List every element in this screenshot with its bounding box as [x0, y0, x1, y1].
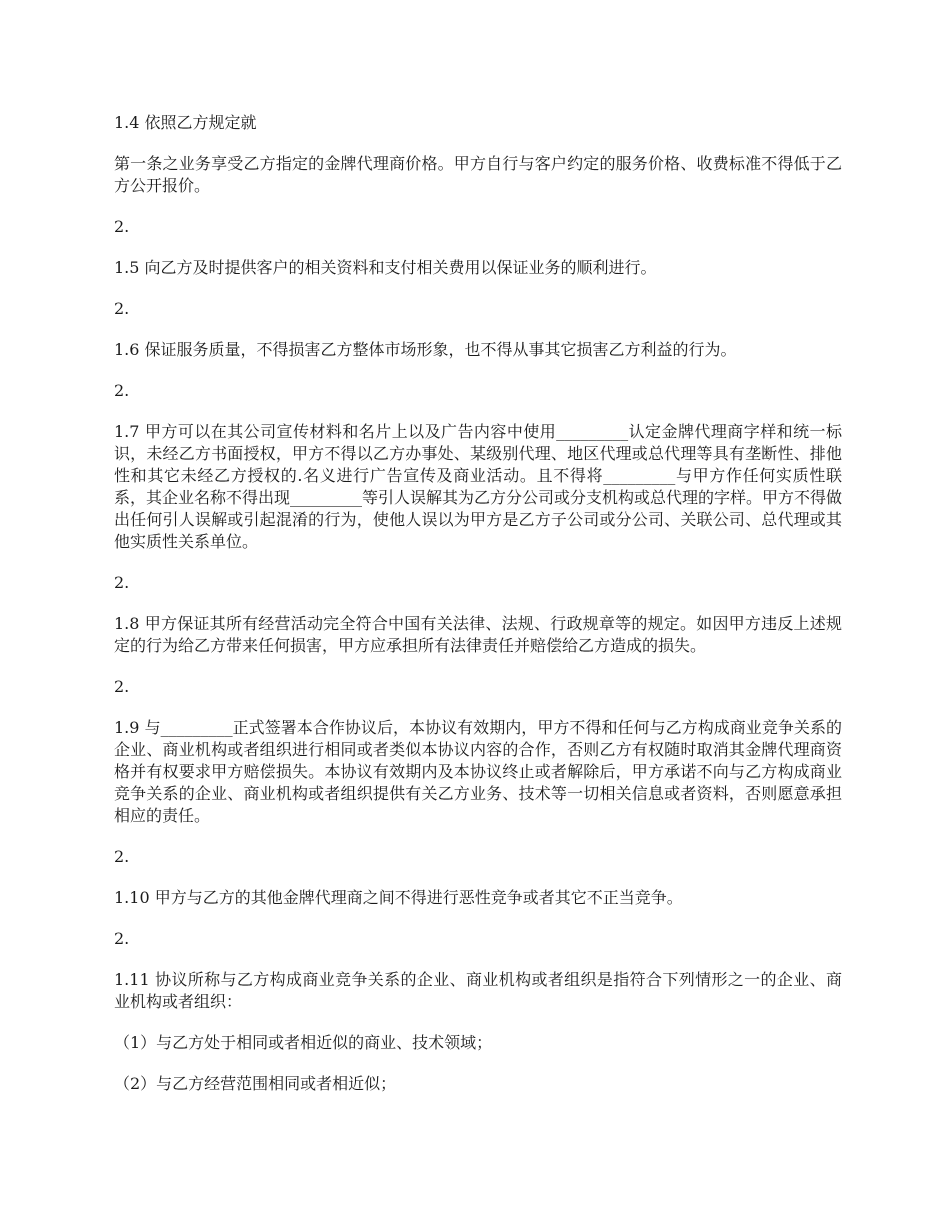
clause-1-7: 1.7 甲方可以在其公司宣传材料和名片上以及广告内容中使用_________认定金牌代理商字样和统一标识，未经乙方书面授权，甲方不得以乙方办事处、某级别代理、地区代理或总代理等具有垄断性、排他性和其它未经乙方授权的.名义进行广告宣传及商业活动。且不得将_________与甲方作任何实质性联系，其企业名称不得出现_________等引人误解其为乙方分公司或分支机构或总代理的字样。甲方不得做出任何引人误解或引起混淆的行为，使他人误以为甲方是乙方子公司或分公司、关联公司、总代理或其他实质性关系单位。: [114, 422, 843, 551]
clause-1-9: 1.9 与_________正式签署本合作协议后，本协议有效期内，甲方不得和任何与乙方构成商业竞争关系的企业、商业机构或者组织进行相同或者类似本协议内容的合作，否则乙方有权随时取消其金牌代理商资格并有权要求甲方赔偿损失。本协议有效期内及本协议终止或者解除后，甲方承诺不向与乙方构成商业竞争关系的企业、商业机构或者组织提供有关乙方业务、技术等一切相关信息或者资料，否则愿意承担相应的责任。: [114, 718, 842, 825]
clause-1-4-text: 第一条之业务享受乙方指定的金牌代理商价格。甲方自行与客户约定的服务价格、收费标准不得低于乙方公开报价。: [114, 154, 842, 195]
section-number: 2.: [114, 929, 130, 948]
list-item-1: （1）与乙方处于相同或者相近似的商业、技术领域；: [114, 1033, 493, 1052]
clause-1-8: 1.8 甲方保证其所有经营活动完全符合中国有关法律、法规、行政规章等的规定。如因甲方违反上述规定的行为给乙方带来任何损害，甲方应承担所有法律责任并赔偿给乙方造成的损失。: [114, 614, 842, 655]
section-number: 2.: [114, 677, 130, 696]
section-number: 2.: [114, 847, 130, 866]
section-number: 2.: [114, 217, 130, 236]
clause-1-5: 1.5 向乙方及时提供客户的相关资料和支付相关费用以保证业务的顺利进行。: [114, 258, 657, 277]
clause-1-6: 1.6 保证服务质量，不得损害乙方整体市场形象，也不得从事其它损害乙方利益的行为。: [114, 340, 737, 359]
document-body: [114, 112, 842, 1114]
list-item-2: （2）与乙方经营范围相同或者相近似；: [114, 1074, 397, 1093]
section-number: 2.: [114, 381, 130, 400]
section-number: 2.: [114, 299, 130, 318]
clause-1-11: 1.11 协议所称与乙方构成商业竞争关系的企业、商业机构或者组织是指符合下列情形之一的企业、商业机构或者组织：: [114, 970, 842, 1011]
clause-1-4-heading: 1.4 依照乙方规定就: [114, 113, 257, 132]
clause-1-10: 1.10 甲方与乙方的其他金牌代理商之间不得进行恶性竞争或者其它不正当竞争。: [114, 888, 683, 907]
section-number: 2.: [114, 573, 130, 592]
